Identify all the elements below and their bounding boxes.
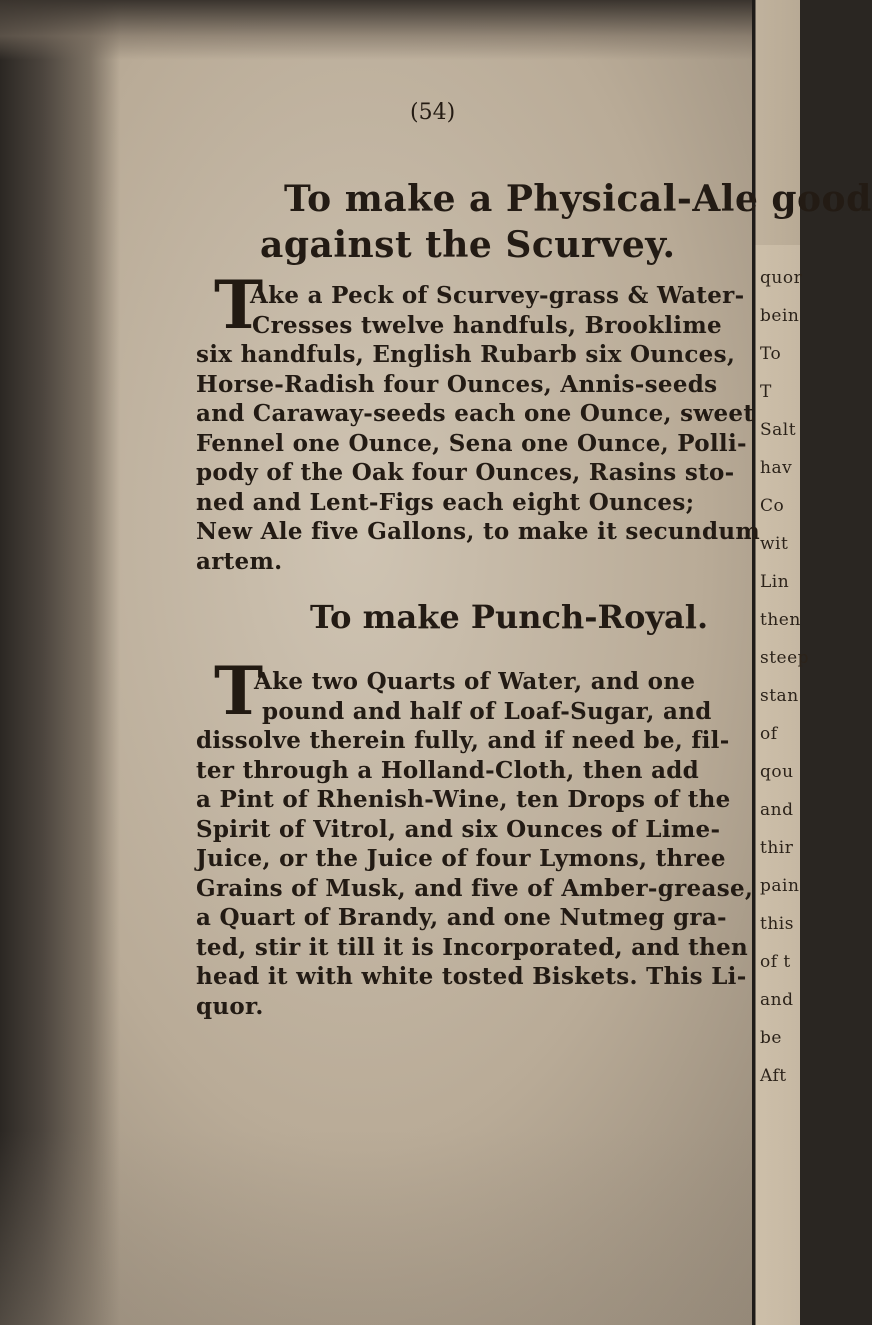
recipe2-title: To make Punch-Royal. — [310, 598, 709, 636]
recipe2-line: Ake two Quarts of Water, and one — [254, 668, 696, 695]
next-page-fragment: Aft — [760, 1066, 787, 1086]
next-page-fragment: To — [760, 344, 782, 364]
recipe2-line: pound and half of Loaf-Sugar, and — [262, 697, 712, 725]
next-page-fragment: T — [760, 382, 772, 402]
recipe1-line: Cresses twelve handfuls, Brooklime — [252, 311, 722, 339]
next-page-fragment: of t — [760, 952, 791, 972]
next-page-fragment: and — [760, 990, 794, 1010]
recipe1-line: ned and Lent-Figs each eight Ounces; — [196, 488, 695, 516]
next-page-fragment: wit — [760, 534, 789, 554]
recipe2-drop-cap: T — [214, 652, 264, 730]
next-page-fragment: Salt — [760, 420, 797, 440]
next-page-fragment: bein — [760, 306, 800, 326]
recipe2-line: ter through a Holland-Cloth, then add — [196, 756, 700, 784]
next-page-fragment: then — [760, 610, 801, 630]
page-number: (54) — [410, 100, 456, 125]
recipe2-line: dissolve therein fully, and if need be, fil- — [196, 727, 730, 754]
next-page-fragment: hav — [760, 458, 793, 478]
next-page-fragment: of — [760, 724, 778, 744]
recipe1-line: artem. — [196, 547, 283, 575]
recipe2-line: a Pint of Rhenish-Wine, ten Drops of the — [196, 786, 731, 813]
recipe1-drop-cap: T — [214, 266, 264, 344]
recipe2-line: Spirit of Vitrol, and six Ounces of Lime- — [196, 815, 721, 843]
recipe1-line: and Caraway-seeds each one Ounce, sweet — [196, 400, 755, 427]
next-page-fragment: quor — [760, 268, 803, 288]
next-page-fragment: this — [760, 914, 794, 934]
recipe2-line: ted, stir it till it is Incorporated, and then — [196, 933, 749, 961]
next-page-fragment: pain — [760, 876, 800, 896]
recipe1-title-line1: To make a Physical-Ale good — [284, 178, 872, 220]
next-page-fragment: Lin — [760, 572, 790, 592]
next-page-fragment: qou — [760, 762, 794, 782]
recipe1-line: Fennel one Ounce, Sena one Ounce, Polli- — [196, 429, 747, 457]
recipe2-line: quor. — [196, 992, 264, 1020]
binding-gutter — [0, 0, 120, 1325]
recipe1-line: New Ale five Gallons, to make it secundum — [196, 518, 760, 545]
next-page-fragment: thir — [760, 838, 794, 858]
next-page-edge — [752, 245, 803, 1325]
recipe2-line: a Quart of Brandy, and one Nutmeg gra- — [196, 904, 727, 931]
recipe1-line: Ake a Peck of Scurvey-grass & Water- — [250, 282, 745, 309]
top-shadow — [0, 0, 800, 60]
next-page-fragment: stan — [760, 686, 799, 706]
recipe1-title-line2: against the Scurvey. — [260, 224, 676, 266]
bottom-margin — [0, 1130, 800, 1325]
next-page-fragment: be — [760, 1028, 782, 1048]
next-page-fragment: steep — [760, 648, 810, 668]
recipe1-line: pody of the Oak four Ounces, Rasins sto- — [196, 459, 735, 486]
recipe2-line: Grains of Musk, and five of Amber-grease, — [196, 874, 754, 902]
recipe2-line: head it with white tosted Biskets. This Li- — [196, 963, 747, 990]
next-page-fragment: and — [760, 800, 794, 820]
recipe1-line: six handfuls, English Rubarb six Ounces, — [196, 341, 736, 368]
next-page-fragment: Co — [760, 496, 785, 516]
recipe1-line: Horse-Radish four Ounces, Annis-seeds — [196, 370, 718, 398]
recipe2-line: Juice, or the Juice of four Lymons, three — [196, 845, 726, 872]
